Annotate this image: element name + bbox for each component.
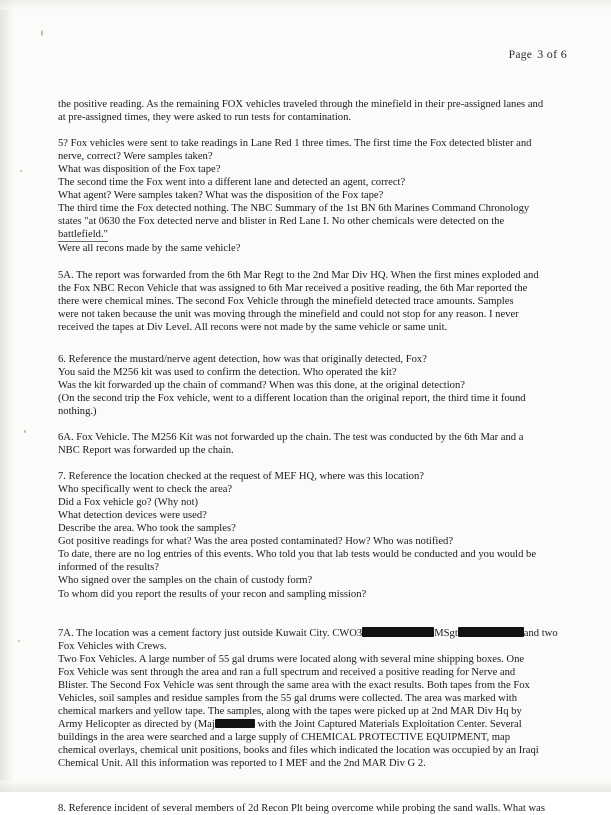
text-line: To whom did you report the results of your recon and sampling mission? — [58, 588, 367, 600]
text-line: Who signed over the samples on the chain of custody form? — [58, 575, 313, 587]
text-line: the Fox NBC Recon Vehicle that was assigned to 6th Mar received a positive reading, the 6th Mar reported the — [58, 282, 528, 294]
text-line: What was disposition of the Fox tape? — [58, 164, 221, 176]
text-line: Who specifically went to check the area? — [58, 484, 233, 496]
text-line: Blister. The Second Fox Vehicle was sent through the same area with the exact results. Both tapes from the Fox — [58, 679, 530, 691]
text-line: were not taken because the unit was moving through the minefield and could not stop for any reason. I never — [58, 308, 519, 320]
paragraph-question-7 — [58, 470, 558, 600]
text-line: What agent? Were samples taken? What was the disposition of the Fox tape? — [58, 190, 384, 202]
text-line: What detection devices were used? — [58, 510, 207, 522]
text-line: Got positive readings for what? Was the area posted contaminated? How? Who was notified? — [58, 536, 454, 548]
text-line: Fox Vehicles with Crews. — [58, 640, 167, 652]
text-line: buildings in the area were searched and a large supply of CHEMICAL PROTECTIVE EQUIPMENT, map — [58, 731, 510, 743]
answer-7a-maj-post: with the Joint Captured Materials Exploitation Center. Several — [257, 718, 522, 730]
redaction-block-name-3 — [215, 719, 255, 728]
text-line: Two Fox Vehicles. A large number of 55 gal drums were located along with several mine shipping boxes. One — [58, 653, 525, 665]
text-line: chemical overlays, chemical unit positions, books and files which indicated the location was occupied by an Iraqi — [58, 744, 539, 756]
text-line: Vehicles, soil samples and residue samples from the 55 gal drums were collected. The area was marked with — [58, 692, 518, 704]
page-number — [509, 47, 567, 62]
paragraph-answer-6a — [58, 431, 558, 457]
text-line: Fox Vehicle was sent through the area and ran a full spectrum and received a positive reading for Nerve and — [58, 666, 516, 678]
text-line: The second time the Fox went into a different lane and detected an agent, correct? — [58, 177, 406, 189]
text-line: 7. Reference the location checked at the request of MEF HQ, where was this location? — [58, 471, 424, 483]
text-line-with-redactions — [58, 627, 558, 640]
text-line: chemical markers and yellow tape. The samples, along with the tapes were picked up at 2nd MAR Div Hq by — [58, 705, 522, 717]
text-line: the positive reading. As the remaining FOX vehicles traveled through the minefield in their pre-assigned lanes and — [58, 99, 544, 110]
redaction-block-name-2 — [458, 627, 524, 637]
scan-speck — [20, 170, 22, 172]
text-line: battlefield." — [58, 228, 108, 242]
text-line: To date, there are no log entries of this events. Who told you that lab tests would be conducted and you would be — [58, 549, 537, 561]
scan-edge-shadow-top — [0, 0, 611, 10]
page-number-value: 3 of 6 — [537, 47, 567, 61]
text-line: The third time the Fox detected nothing. The NBC Summary of the 1st BN 6th Marines Command Chronology — [58, 203, 530, 215]
paragraph-question-6 — [58, 353, 558, 418]
text-line: Did a Fox vehicle go? (Why not) — [58, 497, 199, 509]
scan-speck — [41, 30, 43, 36]
text-line-with-redactions — [58, 718, 558, 731]
text-line: received the tapes at Div Level. All recons were not made by the same vehicle or same unit. — [58, 321, 448, 333]
text-line: Were all recons made by the same vehicle? — [58, 243, 241, 255]
text-line: 5? Fox vehicles were sent to take readings in Lane Red 1 three times. The first time the Fox detected blister and — [58, 138, 532, 150]
answer-7a-line1-post: and two — [523, 627, 558, 639]
paragraph-answer-7a — [58, 627, 558, 771]
text-line: Describe the area. Who took the samples? — [58, 523, 236, 535]
text-line: You said the M256 kit was used to confirm the detection. Who operated the kit? — [58, 366, 397, 378]
text-line: NBC Report was forwarded up the chain. — [58, 445, 234, 457]
text-line: informed of the results? — [58, 562, 159, 574]
text-line: states "at 0630 the Fox detected nerve and blister in Red Lane I. No other chemicals were detected on the — [58, 216, 505, 228]
document-body — [58, 98, 558, 815]
text-line: 6. Reference the mustard/nerve agent detection, how was that originally detected, Fox? — [58, 353, 427, 365]
text-line: Chemical Unit. All this information was reported to I MEF and the 2nd MAR Div G 2. — [58, 758, 426, 770]
answer-7a-line1-mid: MSgt — [434, 627, 458, 639]
text-line: nerve, correct? Were samples taken? — [58, 151, 213, 163]
paragraph-answer-5a — [58, 269, 558, 334]
text-line: Was the kit forwarded up the chain of command? When was this done, at the original detection? — [58, 379, 465, 391]
scan-edge-shadow-left — [0, 0, 14, 792]
text-line: nothing.) — [58, 405, 97, 417]
text-line: 5A. The report was forwarded from the 6th Mar Regt to the 2nd Mar Div HQ. When the first mines exploded and — [58, 269, 539, 281]
scan-speck — [18, 640, 20, 642]
scan-speck — [24, 430, 26, 433]
answer-7a-line1-pre: 7A. The location was a cement factory just outside Kuwait City. CWO3 — [58, 627, 363, 639]
paragraph-top-continuation — [58, 98, 558, 124]
text-line: 8. Reference incident of several members of 2d Recon Plt being overcome while probing the sand walls. What was — [58, 803, 545, 815]
page-number-label: Page — [508, 49, 533, 61]
text-line: (On the second trip the Fox vehicle, went to a different location than the original report, the third time it found — [58, 392, 526, 404]
text-line: 6A. Fox Vehicle. The M256 Kit was not forwarded up the chain. The test was conducted by the 6th Mar and a — [58, 431, 524, 443]
paragraph-question-8 — [58, 802, 558, 815]
text-line: at pre-assigned times, they were asked to run tests for contamination. — [58, 112, 352, 124]
text-line: there were chemical mines. The second Fox Vehicle through the minefield detected trace amounts. Samples — [58, 295, 514, 307]
redaction-block-name-1 — [362, 627, 434, 637]
paragraph-question-5 — [58, 137, 558, 255]
answer-7a-maj-pre: Army Helicopter as directed by (Maj — [58, 718, 215, 730]
